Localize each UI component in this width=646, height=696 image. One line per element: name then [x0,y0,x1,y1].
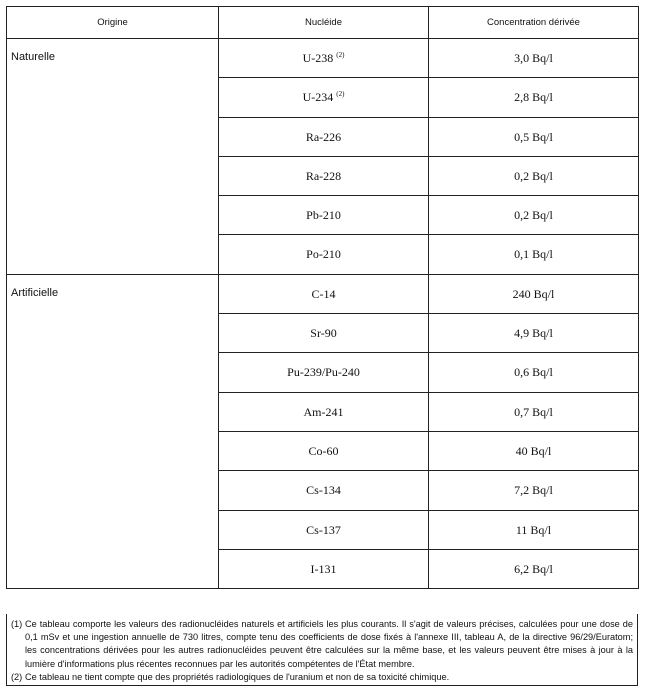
table-row [7,431,639,470]
concentration-cell: 6,2 Bq/l [429,549,639,588]
concentration-cell: 40 Bq/l [429,431,639,470]
table-row [7,471,639,510]
concentration-cell: 0,2 Bq/l [429,156,639,195]
nuclide-cell: Sr-90 [219,314,429,353]
footnote-marker: (2) [11,671,23,682]
footnote-text: Ce tableau comporte les valeurs des radionucléides naturels et artificiels les plus courants. Il s'agit de valeurs précises, calculées pour une dose de 0,1 mSv et une ingestion annuelle de 730 litres, compte tenu des coefficients de dose fixés à l'annexe III, tableau A, de la directive 96/29/Euratom; les concentrations dérivées pour les autres radionucléides peuvent être calculées sur la même base, et les valeurs peuvent être mises à jour à la lumière d'informations plus récentes reconnues par les autorités compétentes de l'État membre. [25,619,633,669]
footnote-1 [11,618,633,671]
table-row [7,39,639,78]
table-row [7,196,639,235]
origin-natural: Naturelle [7,39,219,78]
concentration-cell: 0,1 Bq/l [429,235,639,274]
nuclide-cell: Ra-226 [219,117,429,156]
nuclide-cell: I-131 [219,549,429,588]
concentration-cell: 11 Bq/l [429,510,639,549]
concentration-cell: 0,6 Bq/l [429,353,639,392]
concentration-cell: 7,2 Bq/l [429,471,639,510]
nuclide-cell: Cs-137 [219,510,429,549]
nuclide-cell: Am-241 [219,392,429,431]
concentration-cell: 4,9 Bq/l [429,314,639,353]
table-row [7,510,639,549]
footnotes [6,614,638,686]
table-row [7,274,639,313]
nuclide-cell: Po-210 [219,235,429,274]
concentration-cell: 0,7 Bq/l [429,392,639,431]
nuclide-cell: C-14 [219,274,429,313]
nuclide-cell: U-234 $^{(2)}$ [219,78,429,117]
footnote-marker: (1) [11,619,23,629]
nuclide-cell: Pu-239/Pu-240 [219,353,429,392]
table-row [7,235,639,274]
footnote-2 [11,671,633,684]
table-header-row [7,7,639,39]
table-row [7,78,639,117]
header-origin: Origine [7,7,219,39]
footnote-ref: (2) [336,51,345,59]
concentration-cell: 3,0 Bq/l [429,39,639,78]
concentration-cell: 0,5 Bq/l [429,117,639,156]
document-page [6,6,638,689]
footnote-text: Ce tableau ne tient compte que des propriétés radiologiques de l'uranium et non de sa toxicité chimique. [25,671,450,682]
table-row [7,549,639,588]
header-nuclide: Nucléide [219,7,429,39]
nuclide-cell: Cs-134 [219,471,429,510]
nuclide-cell: Co-60 [219,431,429,470]
nuclide-cell: U-238 $^{(2)}$ [219,39,429,78]
table-row [7,156,639,195]
derived-concentration-table [6,6,639,589]
concentration-cell: 2,8 Bq/l [429,78,639,117]
origin-artificial: Artificielle [7,274,219,313]
table-row [7,353,639,392]
concentration-cell: 240 Bq/l [429,274,639,313]
table-row [7,117,639,156]
table-row [7,314,639,353]
concentration-cell: 0,2 Bq/l [429,196,639,235]
nuclide-cell: Pb-210 [219,196,429,235]
table-row [7,392,639,431]
nuclide-cell: Ra-228 [219,156,429,195]
header-concentration: Concentration dérivée [429,7,639,39]
footnote-ref: (2) [336,90,345,99]
